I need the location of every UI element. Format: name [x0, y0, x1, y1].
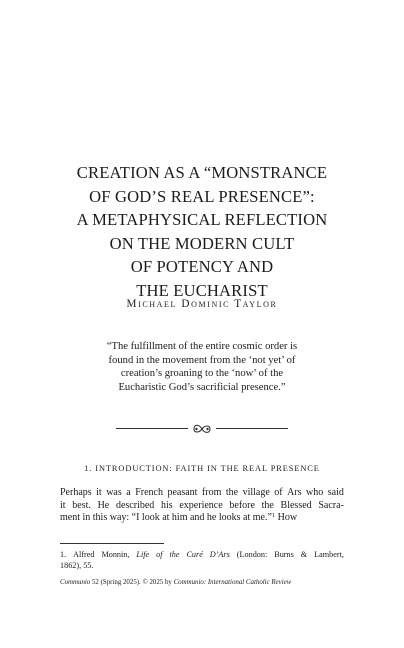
word: the — [169, 550, 180, 559]
word: Monnin, — [101, 550, 130, 559]
word: the — [261, 499, 274, 511]
word: Ars — [287, 487, 302, 498]
title-line: THE EUCHARIST — [136, 281, 268, 301]
word: Perhaps — [60, 487, 92, 498]
word: village — [242, 487, 270, 498]
word: & — [300, 550, 308, 559]
title-line: OF POTENCY AND — [130, 257, 274, 277]
epigraph — [60, 340, 344, 395]
section-heading: 1. INTRODUCTION: FAITH IN THE REAL PRESENCE — [84, 464, 320, 473]
word: the — [225, 487, 239, 498]
epigraph-line: found in the movement from the ‘not yet’ of — [108, 354, 296, 366]
word: from — [201, 487, 222, 498]
footnote-line: 1862), 55. — [60, 560, 94, 570]
paragraph-text: How — [275, 512, 298, 524]
footnote-rule — [60, 543, 164, 544]
paragraph-line — [60, 512, 344, 525]
divider-rule-right — [216, 428, 288, 429]
epigraph-line: “The fulfillment of the entire cosmic order is — [106, 341, 298, 352]
paragraph-text: ment in this way: “I look at him and he looks at me.” — [60, 512, 272, 524]
word: of — [156, 550, 163, 559]
word: best. — [72, 499, 91, 511]
word: of — [274, 487, 283, 498]
paragraph-line — [60, 487, 344, 500]
word: 1. — [60, 550, 67, 559]
word: Burns — [274, 550, 294, 559]
word: it — [60, 499, 66, 511]
title-line: OF GOD’S REAL PRESENCE”: — [89, 186, 315, 206]
divider-rule-left — [116, 428, 188, 429]
word: (London: — [236, 550, 268, 559]
word: said — [327, 487, 344, 498]
journal-full-name: Communio: International Catholic Review — [173, 579, 292, 586]
word: French — [135, 487, 163, 498]
article-title — [40, 161, 364, 303]
word: Lambert, — [314, 550, 344, 559]
footnote-ref[interactable]: 1 — [271, 512, 276, 520]
copyright-line — [60, 579, 344, 586]
paragraph-line — [60, 500, 344, 513]
epigraph-line: Eucharistic God’s sacrificial presence.” — [118, 382, 286, 394]
footnote — [60, 550, 344, 571]
word: experience — [179, 499, 223, 511]
ornamental-divider — [110, 422, 294, 436]
word: Life — [136, 550, 150, 559]
author-name: Michael Dominic Taylor — [126, 298, 278, 310]
word: Alfred — [73, 550, 95, 559]
word: peasant — [167, 487, 198, 498]
word: D’Ars — [209, 550, 230, 559]
issue-info: 52 (Spring 2025). © 2025 by — [90, 579, 174, 586]
journal-name: Communio — [60, 579, 91, 586]
word: his — [160, 499, 173, 511]
word: Curé — [186, 550, 203, 559]
word: described — [115, 499, 155, 511]
title-line: ON THE MODERN CULT — [109, 233, 295, 253]
word: it — [96, 487, 102, 498]
epigraph-line: creation’s groaning to the ‘now’ of the — [120, 368, 284, 380]
word: who — [306, 487, 324, 498]
title-line: A METAPHYSICAL REFLECTION — [76, 210, 328, 230]
word: He — [97, 499, 110, 511]
fleuron-icon — [190, 422, 214, 436]
word: Blessed — [280, 499, 312, 511]
title-line: CREATION AS A “MONSTRANCE — [76, 163, 328, 183]
body-paragraph — [60, 487, 344, 525]
footnote-line — [60, 550, 344, 561]
word: was — [106, 487, 122, 498]
word: Sacra- — [318, 499, 344, 511]
word: a — [126, 487, 131, 498]
word: before — [229, 499, 255, 511]
